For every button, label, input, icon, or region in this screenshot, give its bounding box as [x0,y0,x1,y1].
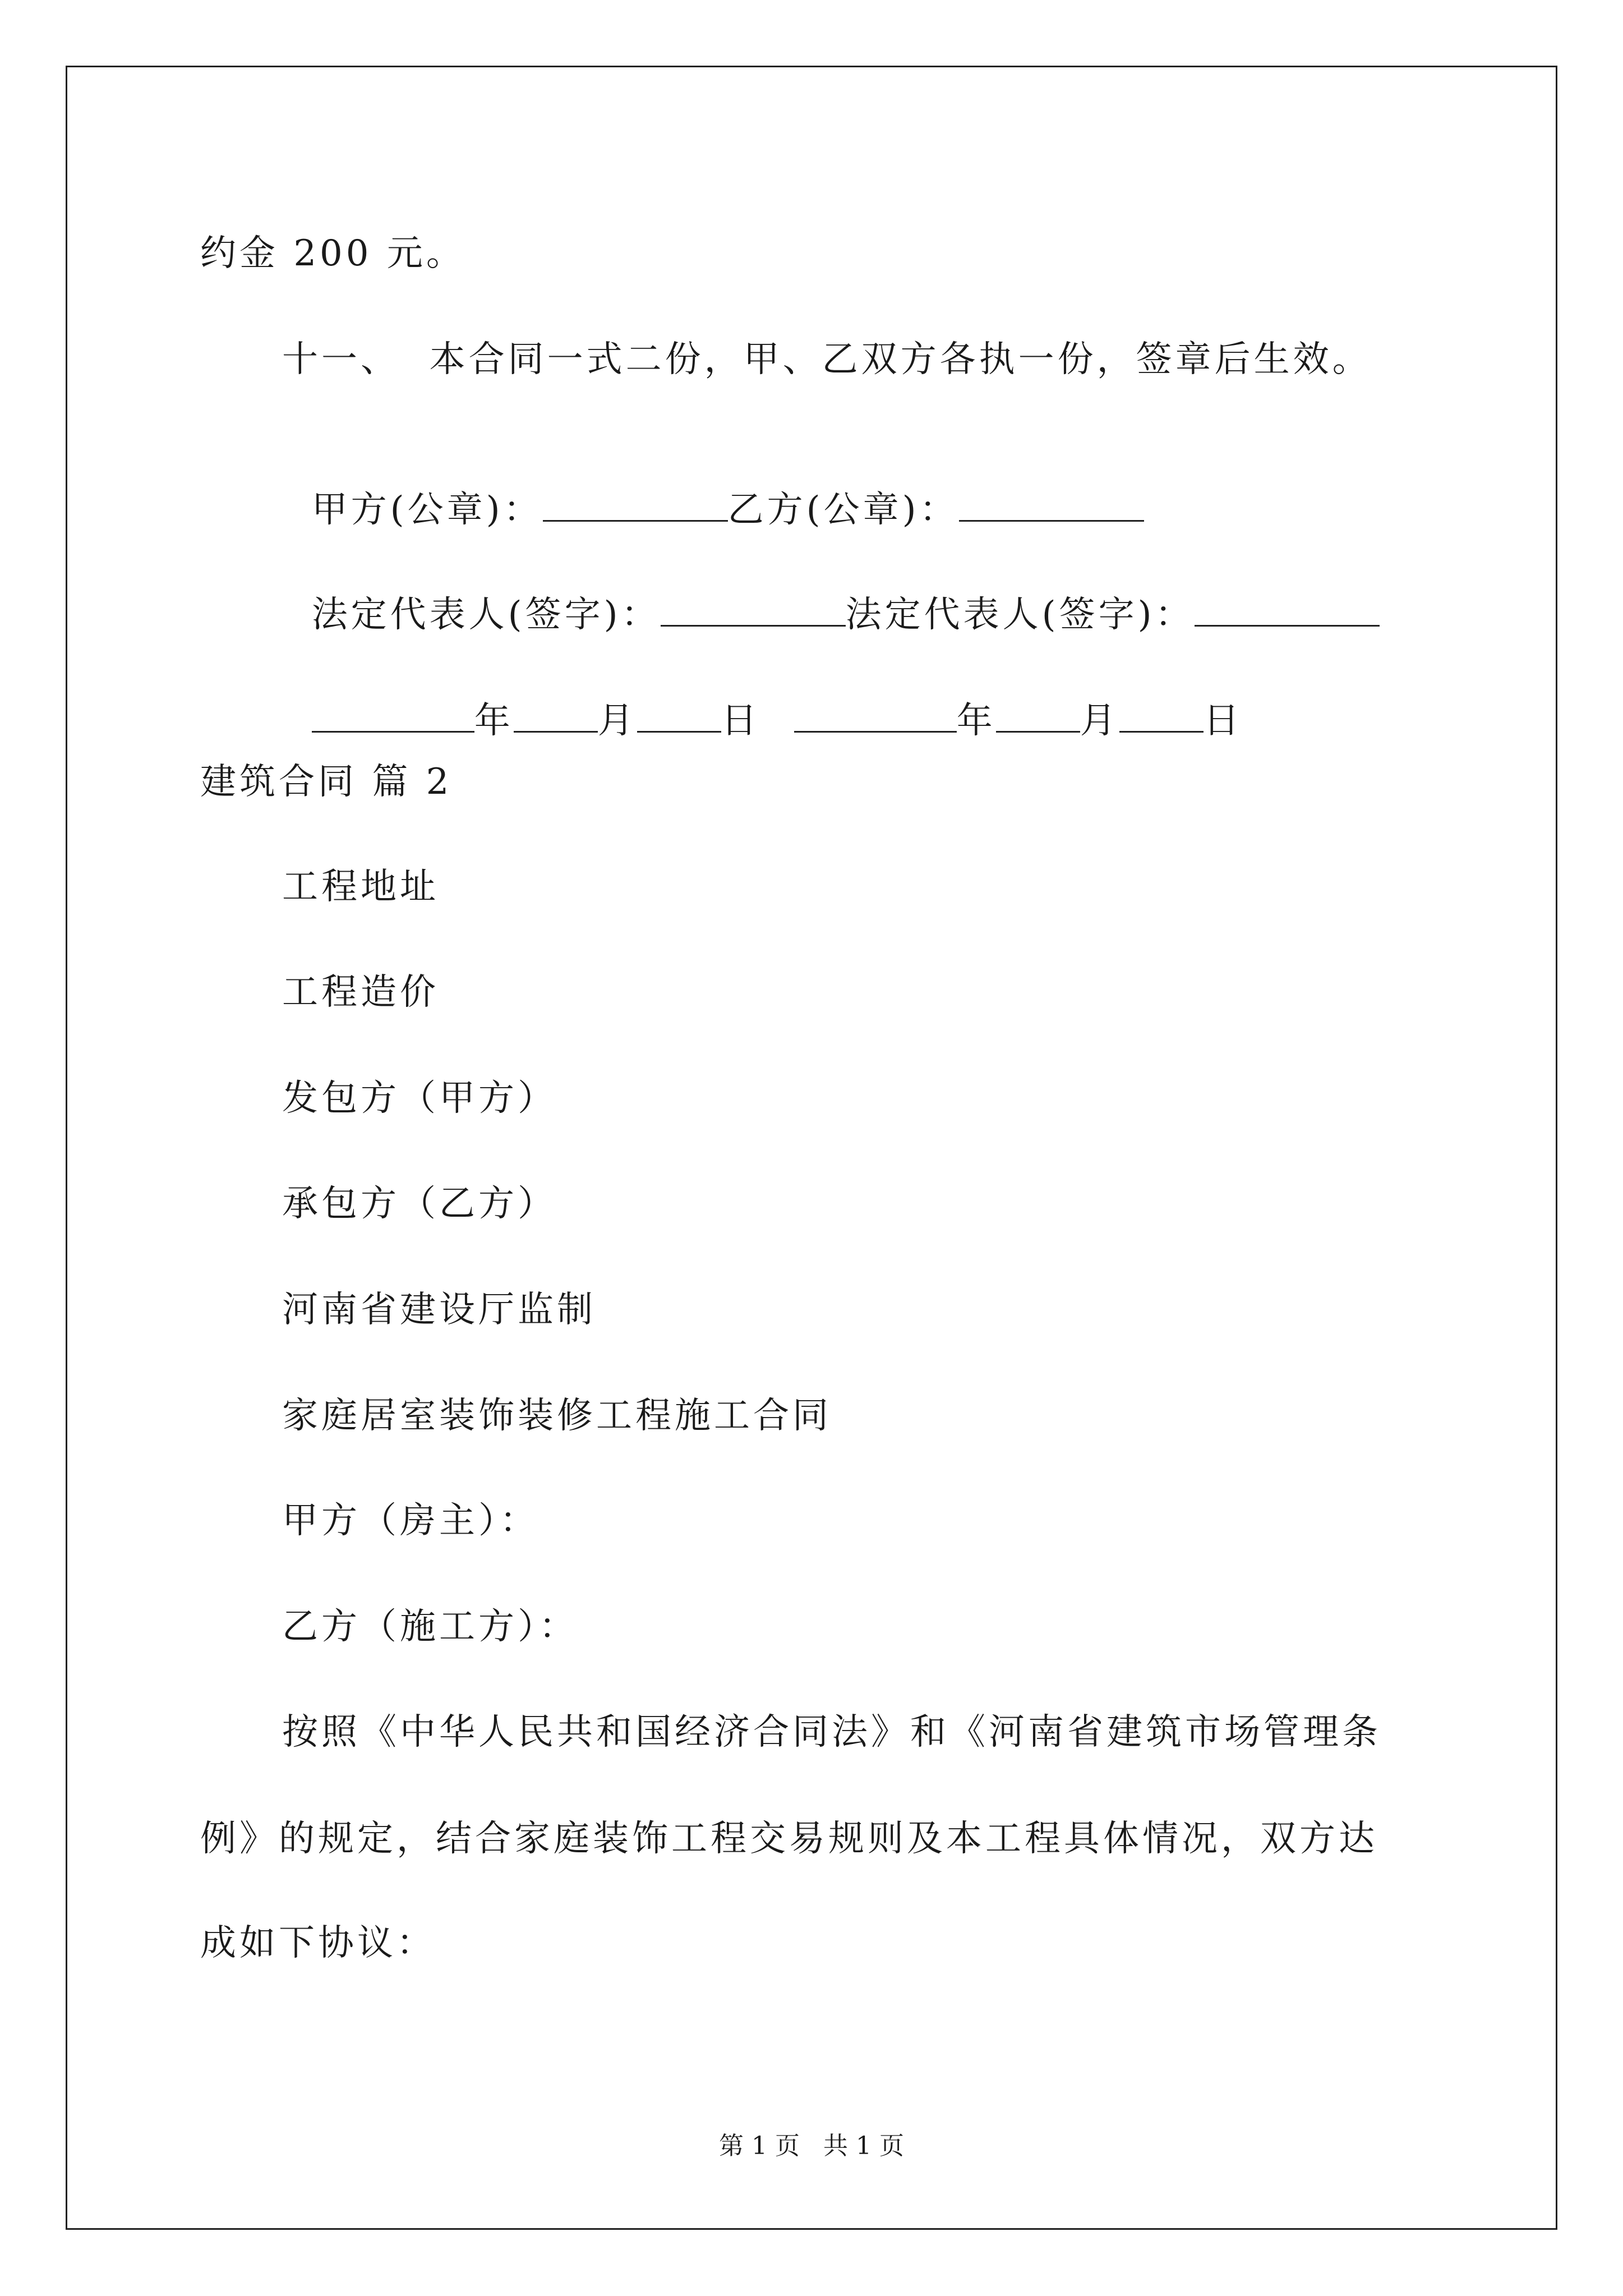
text-line: 工程造价 [282,972,439,1013]
year-label-a: 年 [474,700,514,742]
month-label-a: 月 [597,700,637,742]
text-line: 十一、 本合同一式二份，甲、乙双方各执一份，签章后生效。 [282,339,1372,380]
text-line: 例》的规定，结合家庭装饰工程交易规则及本工程具体情况，双方达 [200,1818,1378,1860]
month-blank-a [514,700,598,733]
text-line: 承包方（乙方） [282,1183,557,1225]
party-a-seal-blank [543,489,728,522]
text-line: 成如下协议： [200,1922,436,1964]
month-blank-b [996,700,1080,733]
party-b-seal-blank [959,489,1144,522]
text-line: 工程地址 [282,866,439,908]
day-label-a: 日 [721,700,760,742]
rep-a-blank [661,593,846,627]
page-footer: 第 1 页 共 1 页 [719,2132,904,2160]
party-b-seal-label: 乙方(公章)： [727,489,959,531]
text-line: 甲方（房主）： [282,1500,539,1542]
page-border [66,66,1557,2230]
signature-line-rep [282,547,1380,637]
party-a-seal-label: 甲方(公章)： [311,489,543,531]
section-heading: 建筑合同 篇 2 [200,761,453,803]
month-label-b: 月 [1080,700,1119,742]
rep-b-label: 法定代表人(签字)： [845,594,1195,636]
day-blank-b [1119,700,1204,733]
text-line: 按照《中华人民共和国经济合同法》和《河南省建筑市场管理条 [282,1711,1381,1753]
text-line: 家庭居室装饰装修工程施工合同 [282,1395,832,1437]
rep-a-label: 法定代表人(签字)： [311,594,661,636]
signature-line-date [282,654,1243,743]
text-line: 乙方（施工方）： [282,1606,578,1648]
rep-b-blank [1195,593,1380,627]
signature-line-seal [282,443,1144,532]
year-label-b: 年 [956,700,996,742]
day-blank-a [637,700,721,733]
year-blank-a [312,700,474,733]
day-label-b: 日 [1203,700,1243,742]
text-line: 约金 200 元。 [200,233,465,274]
year-blank-b [794,700,957,733]
text-line: 发包方（甲方） [282,1078,557,1119]
text-line: 河南省建设厅监制 [282,1289,596,1331]
